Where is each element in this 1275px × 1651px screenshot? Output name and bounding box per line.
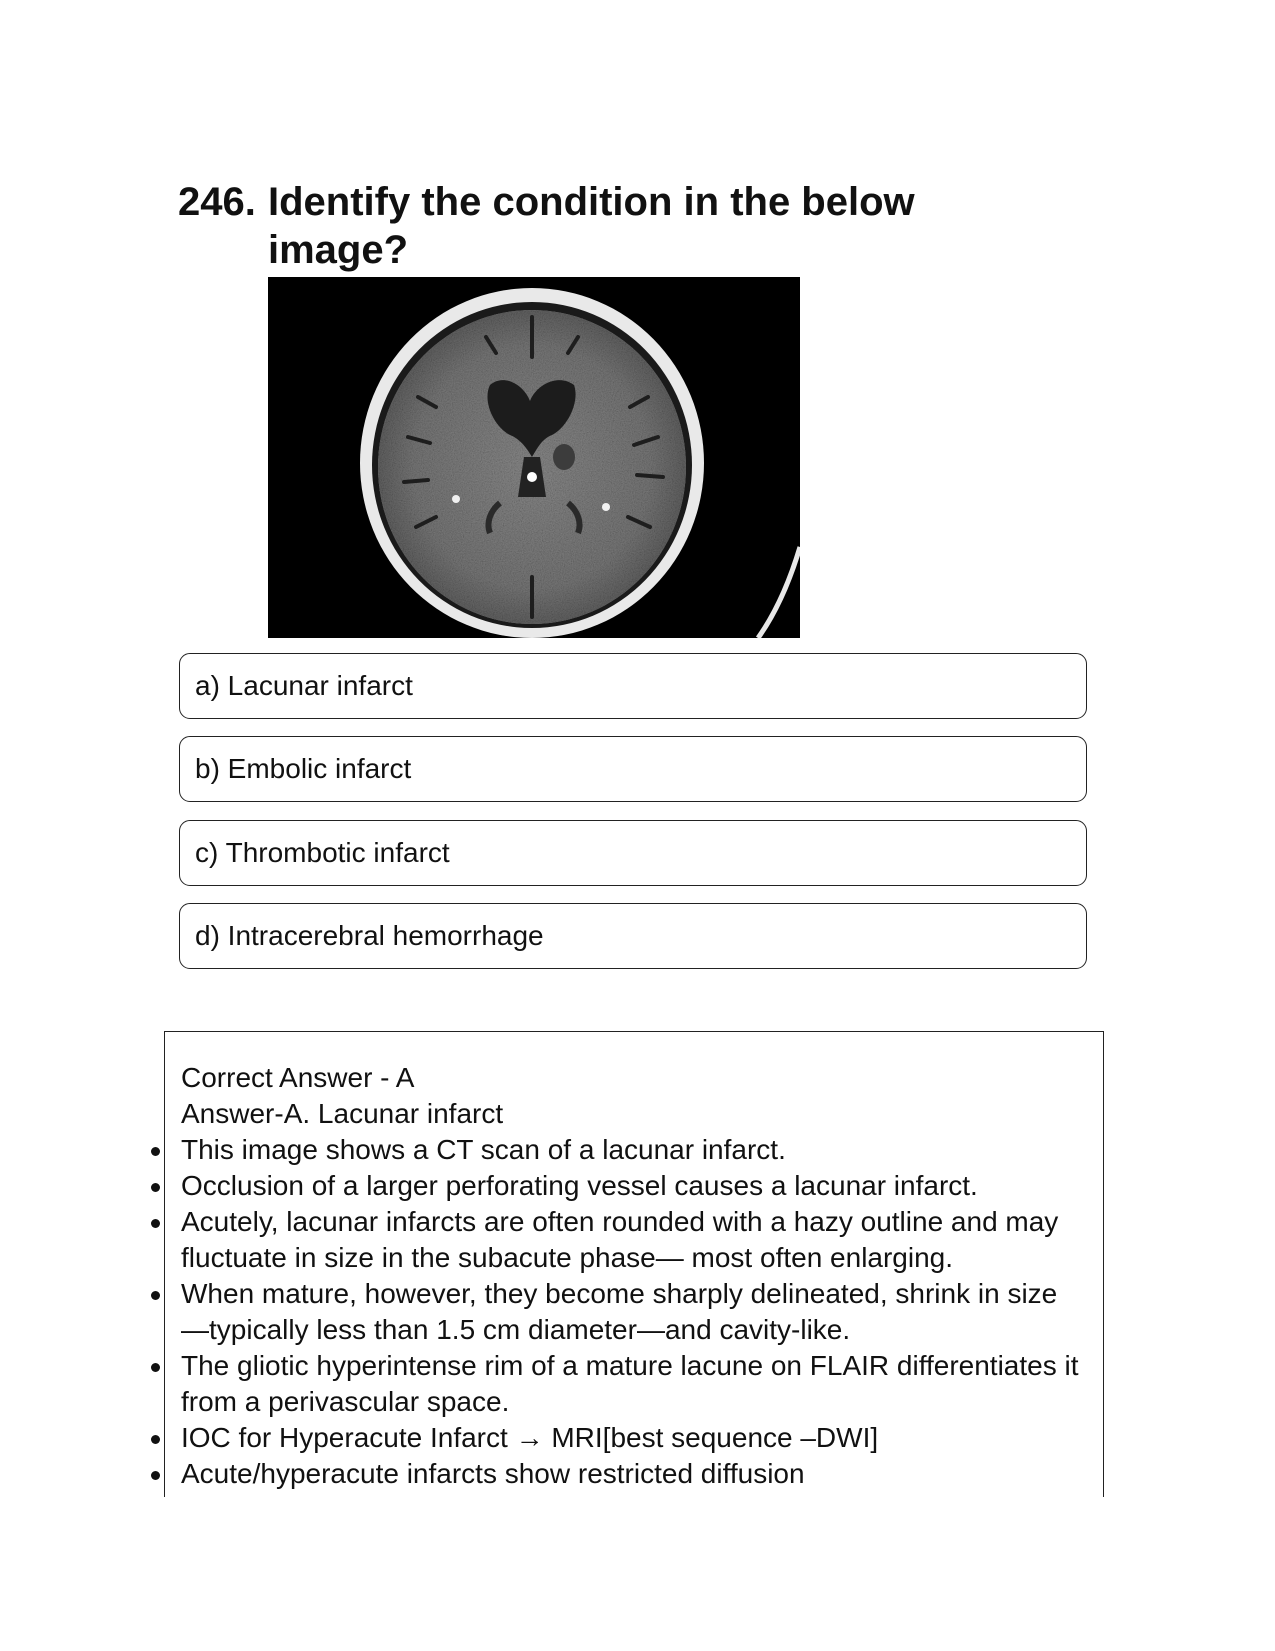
option-d[interactable]: d) Intracerebral hemorrhage [179, 903, 1087, 969]
option-b[interactable]: b) Embolic infarct [179, 736, 1087, 802]
option-c[interactable]: c) Thrombotic infarct [179, 820, 1087, 886]
bullet-item: The gliotic hyperintense rim of a mature lacune on FLAIR differentiates it from a perivascular space. [181, 1348, 1081, 1420]
bullet-item: Acutely, lacunar infarcts are often rounded with a hazy outline and may fluctuate in size in the subacute phase— most often enlarging. [181, 1204, 1081, 1276]
bullet-item: IOC for Hyperacute Infarct → MRI[best sequence –DWI] [181, 1420, 1081, 1456]
bullet-item: When mature, however, they become sharply delineated, shrink in size—typically less than 1.5 cm diameter—and cavity-like. [181, 1276, 1081, 1348]
option-a[interactable]: a) Lacunar infarct [179, 653, 1087, 719]
bullet-item: Acute/hyperacute infarcts show restricted diffusion [181, 1456, 1081, 1492]
bullet-item: Occlusion of a larger perforating vessel causes a lacunar infarct. [181, 1168, 1081, 1204]
ct-brain-icon [268, 277, 800, 638]
explanation-bullets [181, 1132, 1081, 1492]
bullet-item: This image shows a CT scan of a lacunar infarct. [181, 1132, 1081, 1168]
question-number: 246. [178, 180, 256, 224]
explanation-content [181, 1060, 1081, 1492]
answer-line: Answer-A. Lacunar infarct [181, 1098, 504, 1129]
ct-scan-image [268, 277, 800, 638]
question-text: Identify the condition in the below image? [268, 180, 915, 272]
correct-answer: Correct Answer - A [181, 1062, 415, 1093]
